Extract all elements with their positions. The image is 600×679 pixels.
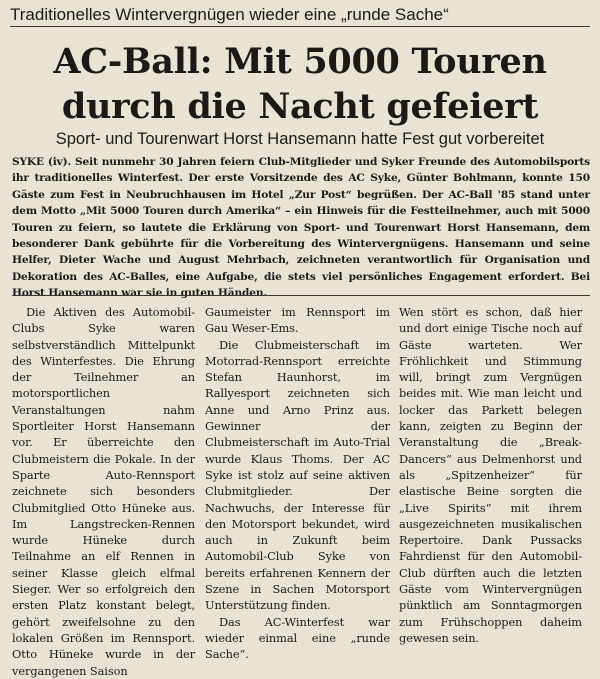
column-1 [12, 304, 195, 679]
subheadline: Sport- und Tourenwart Horst Hansemann hatte Fest gut vorbereitet [55, 130, 545, 148]
kicker-line: Traditionelles Wintervergnügen wieder eine „runde Sache“ [10, 4, 590, 27]
column-2-paragraph-2: Die Clubmeisterschaft im Motorrad-Rennsport erreichte Stefan Haunhorst, im Rallyesport zeichneten sich Anne und Arno Prinz aus. Gewinner der Clubmeisterschaft im Auto-Trial wurde Klaus Thoms. Der AC Syke ist stolz auf seine aktiven Clubmitglieder. Der Nachwuchs, der Interesse für den Motorsport bekundet, wird auch in Zukunft beim Automobil-Club Syke von bereits erfahrenen Kennern der Szene in Sachen Motorsport Unterstützung finden. [205, 337, 390, 613]
headline-line-2: durch die Nacht gefeiert [61, 86, 539, 127]
lead-paragraph: SYKE (iv). Seit nunmehr 30 Jahren feiern Club-Mitglieder und Syker Freunde des Automobilsports ihr traditionelles Winterfest. Der erste Vorsitzende des AC Syke, Günter Bohlmann, konnte 150 Gäste zum Fest in Neubruchhausen im Hotel „Zur Post“ begrüßen. Der AC-Ball '85 stand unter dem Motto „Mit 5000 Touren durch Amerika“ – ein Hinweis für die Festteilnehmer, auch mit 5000 Touren zu feiern, so lautete die Erklärung von Sport- und Tourenwart Horst Hansemann, dem besonderer Dank gebührte für die Vorbereitung des Wintervergnügens. Hansemann und seine Helfer, Dieter Wache und August Mehrbach, zeichneten verantwortlich für Organisation und Dekoration des AC-Balles, eine Aufgabe, die stets viel persönliches Engagement erfordert. Bei Horst Hansemann war sie in guten Händen. [12, 156, 590, 300]
column-2-paragraph-1: Gaumeister im Rennsport im Gau Weser-Ems. [205, 305, 390, 336]
column-3-text: Wen stört es schon, daß hier und dort einige Tische noch auf Gäste warteten. Wer Fröhlichkeit und Stimmung will, bringt zum Vergnügen beides mit. Wie man leicht und locker das Parkett belegen kann, zeigten zu Beginn der Veranstaltung die „Break-Dancers“ aus Delmenhorst und als „Spitzenheizer“ für elastische Beine sorgten die „Live Spirits“ mit ihrem ausgezeichneten musikalischen Repertoire. Dank Pussacks Fahrdienst für den Automobil-Club dürften auch die letzten Gäste vom Wintervergnügen pünktlich am Sonntagmorgen zum Frühschoppen daheim gewesen sein. [399, 305, 582, 645]
column-2-paragraph-3: Das AC-Winterfest war wieder einmal eine „runde Sache“. [205, 614, 390, 662]
column-3 [399, 304, 582, 646]
divider-rule [12, 295, 590, 296]
headline-line-1: AC-Ball: Mit 5000 Touren [53, 41, 547, 82]
headline [0, 39, 600, 129]
column-2 [205, 304, 390, 663]
column-1-text: Die Aktiven des Automobil-Clubs Syke waren selbstverständlich Mittelpunkt des Winterfestes. Die Ehrung der Teilnehmer an motorsportlichen Veranstaltungen nahm Sportleiter Horst Hansemann vor. Er überreichte den Clubmeistern die Pokale. In der Sparte Auto-Rennsport zeichnete sich besonders Clubmitglied Otto Hüneke aus. Im Langstrecken-Rennen wurde Hüneke durch Teilnahme an elf Rennen in seiner Klasse gleich elfmal Sieger. Wer so erfolgreich den ersten Platz konstant belegt, gehört zweifelsohne zu den lokalen Größen im Rennsport. Otto Hüneke wurde in der vergangenen Saison [12, 305, 195, 678]
